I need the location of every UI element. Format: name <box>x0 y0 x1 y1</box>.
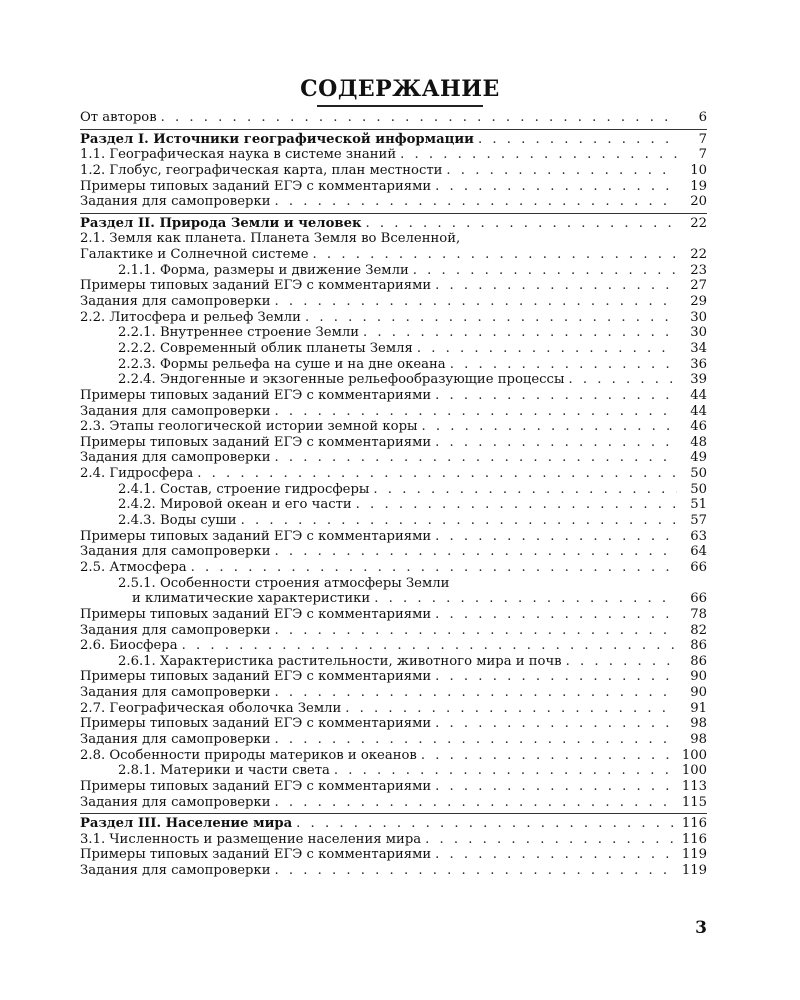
toc-entry-title: Примеры типовых заданий ЕГЭ с комментариями <box>80 847 432 863</box>
toc-entry-page: 7 <box>698 147 707 163</box>
dot-leader <box>435 779 677 795</box>
section-divider <box>80 129 707 130</box>
toc-entry <box>80 294 707 310</box>
toc-entry-page: 57 <box>690 513 707 529</box>
toc-entry-title: Раздел II. Природа Земли и человек <box>80 215 362 231</box>
toc-entry <box>80 466 707 482</box>
toc-entry <box>80 435 707 451</box>
toc-entry-page: 116 <box>681 816 707 832</box>
toc-entry-title: Задания для самопроверки <box>80 403 271 419</box>
toc-entry-title: 2.1.1. Форма, размеры и движение Земли <box>118 262 409 278</box>
toc-entry-page: 91 <box>690 700 707 716</box>
toc-entry-page: 119 <box>681 863 707 879</box>
dot-leader <box>435 529 677 545</box>
toc-entry <box>80 231 707 247</box>
toc-entry-page: 22 <box>690 215 707 231</box>
dot-leader <box>400 147 677 163</box>
dot-leader <box>305 310 677 326</box>
dot-leader <box>478 132 677 148</box>
toc-entry <box>80 795 707 811</box>
toc-entry <box>80 654 707 670</box>
toc-entry <box>80 325 707 341</box>
toc-entry-title: От авторов <box>80 110 157 125</box>
dot-leader <box>365 216 677 232</box>
toc-entry <box>80 497 707 513</box>
toc-entry-title: 2.7. Географическая оболочка Земли <box>80 700 342 716</box>
toc-entry-page: 64 <box>690 544 707 560</box>
toc-entry <box>80 748 707 764</box>
dot-leader <box>334 763 677 779</box>
toc-entry-title: Задания для самопроверки <box>80 194 271 210</box>
toc-entry-page: 90 <box>690 685 707 701</box>
dot-leader <box>450 357 677 373</box>
toc-entry <box>80 716 707 732</box>
toc-entry <box>80 591 707 607</box>
dot-leader <box>422 419 677 435</box>
toc-entry-page: 66 <box>690 591 707 607</box>
toc-entry-page: 78 <box>690 606 707 622</box>
toc-entry <box>80 310 707 326</box>
toc-entry-title: 2.5.1. Особенности строения атмосферы Земли <box>118 575 450 591</box>
toc-entry-title: 2.5. Атмосфера <box>80 559 187 575</box>
toc-entry <box>80 179 707 195</box>
toc-entry-title: 1.2. Глобус, географическая карта, план местности <box>80 162 443 178</box>
toc-entry-title: Раздел III. Население мира <box>80 816 293 832</box>
dot-leader <box>274 685 677 701</box>
toc-entry-title: Задания для самопроверки <box>80 450 271 466</box>
toc-entry <box>80 372 707 388</box>
toc-entry <box>80 278 707 294</box>
toc-entry-page: 44 <box>690 387 707 403</box>
dot-leader <box>363 325 677 341</box>
table-of-contents <box>80 110 707 879</box>
page-title: СОДЕРЖАНИЕ <box>300 76 500 102</box>
toc-entry <box>80 419 707 435</box>
toc-entry <box>80 685 707 701</box>
toc-entry-page: 30 <box>690 325 707 341</box>
dot-leader <box>274 294 677 310</box>
toc-entry <box>80 513 707 529</box>
toc-entry-page: 100 <box>681 747 707 763</box>
toc-entry-title: Задания для самопроверки <box>80 685 271 701</box>
toc-entry <box>80 263 707 279</box>
dot-leader <box>274 623 677 639</box>
dot-leader <box>435 669 677 685</box>
toc-entry <box>80 560 707 576</box>
toc-entry-title: Примеры типовых заданий ЕГЭ с комментариями <box>80 178 432 194</box>
toc-entry-page: 100 <box>681 763 707 779</box>
toc-entry-page: 51 <box>690 497 707 513</box>
dot-leader <box>274 863 677 879</box>
toc-entry-title: 2.4.2. Мировой океан и его части <box>118 497 352 513</box>
toc-entry <box>80 404 707 420</box>
toc-entry-page: 7 <box>698 131 707 147</box>
toc-entry-title: Примеры типовых заданий ЕГЭ с комментариями <box>80 606 432 622</box>
dot-leader <box>161 110 677 126</box>
toc-entry-title: Галактике и Солнечной системе <box>80 247 309 263</box>
toc-entry-title: Раздел I. Источники географической информации <box>80 131 474 147</box>
toc-entry-title: 2.4.1. Состав, строение гидросферы <box>118 481 370 497</box>
dot-leader <box>435 278 677 294</box>
dot-leader <box>241 513 677 529</box>
dot-leader <box>182 638 677 654</box>
toc-entry <box>80 247 707 263</box>
toc-entry-page: 119 <box>681 847 707 863</box>
toc-entry-page: 19 <box>690 178 707 194</box>
toc-entry-page: 10 <box>690 162 707 178</box>
toc-entry-page: 86 <box>690 653 707 669</box>
toc-entry-page: 86 <box>690 638 707 654</box>
dot-leader <box>566 654 677 670</box>
dot-leader <box>274 194 677 210</box>
toc-entry-title: Задания для самопроверки <box>80 544 271 560</box>
toc-entry-page: 20 <box>690 194 707 210</box>
toc-entry-title: 2.4. Гидросфера <box>80 466 194 482</box>
dot-leader <box>425 832 677 848</box>
toc-entry-page: 29 <box>690 294 707 310</box>
toc-entry-page: 113 <box>681 778 707 794</box>
toc-entry-title: Примеры типовых заданий ЕГЭ с комментариями <box>80 528 432 544</box>
dot-leader <box>274 795 677 811</box>
toc-entry <box>80 763 707 779</box>
toc-entry <box>80 732 707 748</box>
toc-entry <box>80 832 707 848</box>
dot-leader <box>373 482 677 498</box>
toc-section-heading <box>80 216 707 232</box>
toc-entry-title: Задания для самопроверки <box>80 294 271 310</box>
page-number: 3 <box>695 918 707 938</box>
toc-entry-page: 82 <box>690 622 707 638</box>
toc-entry-title: 2.2.2. Современный облик планеты Земля <box>118 340 413 356</box>
toc-entry-page: 50 <box>690 466 707 482</box>
dot-leader <box>274 544 677 560</box>
toc-entry-page: 36 <box>690 356 707 372</box>
toc-entry-page: 98 <box>690 716 707 732</box>
toc-entry-title: 1.1. Географическая наука в системе знаний <box>80 147 397 163</box>
dot-leader <box>191 560 677 576</box>
toc-entry-title: Примеры типовых заданий ЕГЭ с комментариями <box>80 778 432 794</box>
toc-entry-page: 23 <box>690 262 707 278</box>
toc-entry <box>80 450 707 466</box>
toc-entry <box>80 701 707 717</box>
section-divider <box>80 213 707 214</box>
dot-leader <box>413 263 677 279</box>
toc-entry-page: 39 <box>690 372 707 388</box>
dot-leader <box>356 497 677 513</box>
toc-entry-page: 27 <box>690 278 707 294</box>
dot-leader <box>435 607 677 623</box>
toc-entry-title: 2.2.4. Эндогенные и экзогенные рельефообразующие процессы <box>118 372 565 388</box>
toc-entry <box>80 110 707 126</box>
dot-leader <box>296 816 677 832</box>
toc-entry <box>80 623 707 639</box>
toc-entry <box>80 576 707 592</box>
toc-entry-title: и климатические характеристики <box>132 591 371 607</box>
dot-leader <box>274 732 677 748</box>
toc-entry-page: 44 <box>690 403 707 419</box>
toc-entry-page: 49 <box>690 450 707 466</box>
toc-entry <box>80 388 707 404</box>
dot-leader <box>435 179 677 195</box>
toc-entry-title: Примеры типовых заданий ЕГЭ с комментариями <box>80 278 432 294</box>
toc-entry-page: 46 <box>690 419 707 435</box>
toc-entry <box>80 607 707 623</box>
toc-entry-title: 2.3. Этапы геологической истории земной коры <box>80 419 418 435</box>
toc-entry-page: 6 <box>698 110 707 125</box>
toc-entry-title: Примеры типовых заданий ЕГЭ с комментариями <box>80 434 432 450</box>
dot-leader <box>274 450 677 466</box>
toc-entry <box>80 357 707 373</box>
section-divider <box>80 813 707 814</box>
toc-section-heading <box>80 132 707 148</box>
toc-entry-title: 2.4.3. Воды суши <box>118 513 237 529</box>
toc-entry <box>80 194 707 210</box>
dot-leader <box>568 372 677 388</box>
dot-leader <box>374 591 677 607</box>
toc-entry <box>80 163 707 179</box>
toc-entry <box>80 669 707 685</box>
toc-entry-page: 22 <box>690 247 707 263</box>
toc-entry-title: Задания для самопроверки <box>80 794 271 810</box>
toc-entry <box>80 341 707 357</box>
toc-entry-title: 2.2.3. Формы рельефа на суше и на дне океана <box>118 356 446 372</box>
toc-entry <box>80 863 707 879</box>
toc-entry-page: 115 <box>681 794 707 810</box>
toc-entry-title: 2.8. Особенности природы материков и океанов <box>80 747 417 763</box>
toc-entry-page: 116 <box>681 831 707 847</box>
toc-entry-title: 2.2. Литосфера и рельеф Земли <box>80 309 301 325</box>
dot-leader <box>435 388 677 404</box>
dot-leader <box>345 701 677 717</box>
toc-entry-title: 2.1. Земля как планета. Планета Земля во Вселенной, <box>80 231 461 247</box>
toc-entry-page: 30 <box>690 309 707 325</box>
toc-entry-title: 2.2.1. Внутреннее строение Земли <box>118 325 359 341</box>
toc-entry <box>80 779 707 795</box>
toc-entry-title: 3.1. Численность и размещение населения мира <box>80 831 422 847</box>
dot-leader <box>274 404 677 420</box>
dot-leader <box>417 341 677 357</box>
toc-entry <box>80 482 707 498</box>
toc-entry-title: Задания для самопроверки <box>80 622 271 638</box>
title-underline <box>317 105 483 107</box>
toc-entry-title: 2.6. Биосфера <box>80 638 178 654</box>
dot-leader <box>435 716 677 732</box>
dot-leader <box>435 847 677 863</box>
toc-entry <box>80 529 707 545</box>
toc-entry-page: 34 <box>690 340 707 356</box>
toc-entry-title: 2.6.1. Характеристика растительности, животного мира и почв <box>118 653 562 669</box>
toc-entry-title: Примеры типовых заданий ЕГЭ с комментариями <box>80 387 432 403</box>
toc-entry <box>80 147 707 163</box>
toc-entry-page: 66 <box>690 559 707 575</box>
toc-entry-title: 2.8.1. Материки и части света <box>118 763 330 779</box>
dot-leader <box>313 247 677 263</box>
toc-entry-title: Задания для самопроверки <box>80 863 271 879</box>
dot-leader <box>197 466 677 482</box>
toc-section-heading <box>80 816 707 832</box>
toc-entry-page: 63 <box>690 528 707 544</box>
dot-leader <box>421 748 677 764</box>
dot-leader <box>446 163 677 179</box>
toc-entry <box>80 544 707 560</box>
toc-entry-page: 48 <box>690 434 707 450</box>
dot-leader <box>435 435 677 451</box>
toc-entry <box>80 847 707 863</box>
toc-entry-page: 90 <box>690 669 707 685</box>
toc-entry <box>80 638 707 654</box>
toc-entry-page: 50 <box>690 481 707 497</box>
toc-entry-title: Примеры типовых заданий ЕГЭ с комментариями <box>80 669 432 685</box>
toc-entry-title: Задания для самопроверки <box>80 731 271 747</box>
toc-entry-title: Примеры типовых заданий ЕГЭ с комментариями <box>80 716 432 732</box>
toc-entry-page: 98 <box>690 731 707 747</box>
